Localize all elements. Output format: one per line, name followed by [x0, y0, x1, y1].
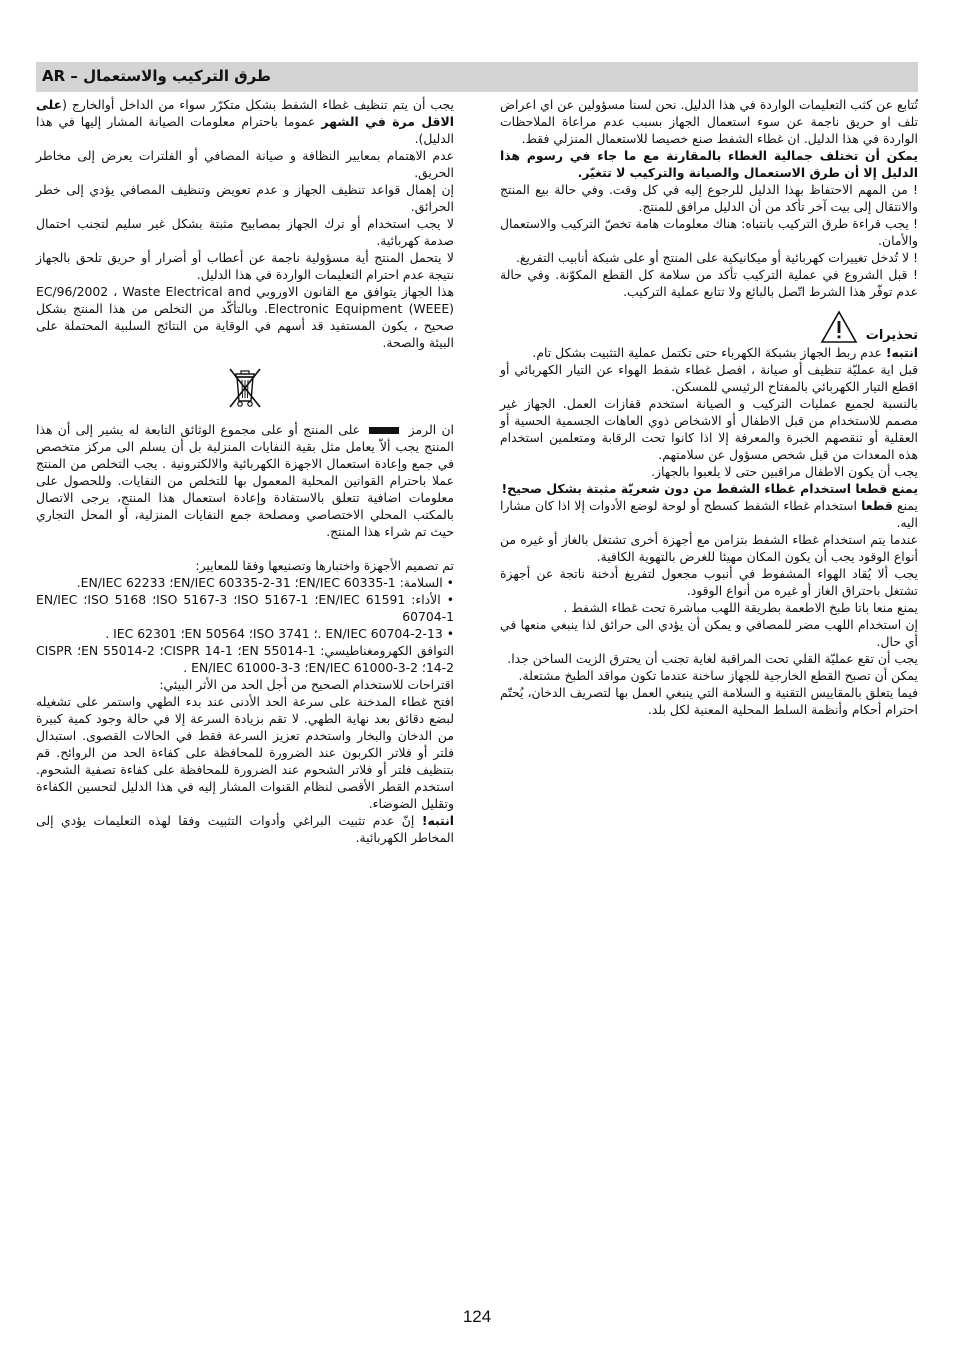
standards-intro: تم تصميم الأجهزة واختبارها وتصنيعها وفقا للمعايير:	[195, 558, 454, 573]
eco-tips-body: افتح غطاء المدخنة على سرعة الحد الأدنى عند بدء الطهي واستمر على تشغيله لبضع دقائق بعد نهاية الطهي. لا تقم بزيادة السرعة إلا في حالة وجود كمية كبيرة من الدخان والبخار واستخدم تعزيز السرعة فقط في الحالات القصوى. استبدال فلتر أو فلاتر الكربون عند الضرورة للمحافظة على كفاءة الحد من الروائح. قم بتنظيف فلتر أو فلاتر الشحوم عند الضرورة للمحافظة على كفاءة تصفية الشحوم. استخدم القطر الأقصى لنظام القنوات المشار إليه في هذا الدليل لتحسين الكفاءة وتقليل الضوضاء.	[36, 694, 454, 811]
standards-performance: • الأداء: EN/IEC 61591؛ ISO 5167-1؛ ISO 5167-3؛ ISO 5168؛ EN/IEC 60704-1	[36, 592, 454, 624]
warning-hot-parts: يمكن أن تصبح القطع الخارجية للجهاز ساخنة عندما تكون مواقد الطبخ مشتعلة.	[518, 668, 918, 683]
standards-safety: • السلامة: EN/IEC 60335-1؛ EN/IEC 60335-2-31؛ EN/IEC 62233.	[76, 575, 454, 590]
weee-symbol-note: ان الرمز على المنتج أو على مجموع الوثائق التابعة له يشير إلى أن هذا المنتج يجب ألاّ يعامل مثل بقية النفايات المنزلية بل أن يسلم الى مركز متخصص في جمع وإعادة استعمال الاجهزة الكهربائية والالكترونية . يجب التخلص من المنتج عملا باحترام القوانين المحلية المعمول بها للتخلص من النفايات. وللحصول على معلومات اضافية تتعلق بالاستفادة وإعادة استعمال هذا المنتج، يرجى الاتصال بالمكتب المحلي الاختصاصي ومصلحة جمع النفايات المنزلية، أو المحل التجاري حيث تم شراء هذا المنتج.	[36, 422, 454, 539]
warning-children: يجب أن يكون الاطفال مراقبين حتى لا يلعبوا بالجهاز.	[651, 464, 918, 479]
note-no-modifications: ! لا تُدخل تغييرات كهربائية أو ميكانيكية على المنتج أو على شبكة أنابيب التفريغ.	[515, 250, 918, 265]
weee-note: هذا الجهاز يتوافق مع القانون الاوروبي EC/96/2002 ، Waste Electrical and Electronic Equipment (WEEE). وبالتأكّد من التخلص من هذا المنتج بشكل صحيح ، يكون المستفيد قد أسهم في الوقاية من النتائج السلبية المحتملة على البيئة والصحة.	[36, 284, 455, 350]
cleaning-frequency: يجب أن يتم تنظيف غطاء الشفط بشكل متكرّر سواء من الداخل أوالخارج (على الاقل مرة في الشهر عموما باحترام معلومات الصيانة المشار إليها في هذا الدليل).	[36, 97, 454, 146]
appearance-note: يمكن أن تختلف جمالية الغطاء بالمقارنة مع ما جاء في رسوم هذا الدليل إلا أن طرق الاستعمال والصيانة والتركيب لا تتغيّر.	[500, 148, 918, 180]
page-header-title: طرق التركيب والاستعمال – AR	[42, 67, 272, 85]
warning-connect: انتبه! عدم ربط الجهاز بشبكة الكهرباء حتى تكتمل عملية التثبيت بشكل تام.	[532, 345, 918, 360]
page-header-bar	[36, 62, 918, 92]
warning-surface: يمنع قطعا استخدام غطاء الشفط كسطح أو لوحة لوضع الأدوات إلا اذا كان مشارا اليه.	[500, 498, 918, 530]
warning-frying: يجب أن تقع عمليّة القلي تحت المراقبة لغاية تجنب أن يحترق الزيت الساخن جدا.	[507, 651, 918, 666]
note-keep-manual: ! من المهم الاحتفاظ بهذا الدليل للرجوع إليه في كل وقت. وفي حالة بيع المنتج والانتقال إلى بيت آخر تأكد من أن الدليل مرافق للمنتج.	[500, 182, 918, 214]
liability-note: لا يتحمل المنتج أية مسؤولية ناجمة عن أعطاب أو أضرار أو حريق تلحق بالجهاز نتيجة عدم احترام التعليمات الواردة في هذا الدليل.	[36, 250, 454, 282]
warning-gloves: بالنسبة لجميع عمليات التركيب و الصيانة استخدم قفازات العمل. الجهاز غير مصمم للاستخدام من قبل الاطفال أو الاشخاص ذوي العاهات الجسمية الحسية أو العقلية أو تنقصهم الخبرة والمعرفة إلا اذا كانوا تحت الرقابة ومتعلمين استخدام هذه المعدات من قبل شخص مسؤول عن سلامتهم.	[500, 396, 918, 462]
standards-performance-cont: • EN/IEC 60704-2-13 .؛ ISO 3741؛ EN 50564؛ IEC 62301 .	[105, 626, 454, 641]
warning-disconnect: قبل اية عمليّة تنظيف أو صيانة ، افصل غطاء شفط الهواء عن التيار الكهربائي أو اقطع التيار الكهربائي بالمفتاح الرئيسي للمسكن.	[500, 362, 918, 394]
warnings-title: تحذيرات	[865, 328, 918, 343]
note-check-parts: ! قبل الشروع في عملية التركيب تأكد من سلامة كل القطع المكوّنة. وفي حالة عدم توفّر هذا الشرط اتّصل بالبائع ولا تتابع عملية التركيب.	[500, 267, 918, 299]
warning-ventilation: عندما يتم استخدام غطاء الشفط بتزامن مع أجهزة أخرى تشتغل بالغاز أو غيره من أنواع الوقود يجب أن يكون المكان مهيئا للغرض بالتهوية الكافية.	[500, 532, 918, 564]
right-column	[500, 96, 918, 718]
screws-warning: انتبه! إنّ عدم تثبيت البراغي وأدوات التثبيت وفقا لهذه التعليمات يؤدي إلى المخاطر الكهربائية.	[36, 813, 454, 845]
warning-flambe: يمنع منعا باتا طبخ الاطعمة بطريقة اللهب مباشرة تحت غطاء الشفط .	[563, 600, 918, 615]
fire-risk-note: عدم الاهتمام بمعايير النظافة و صيانة المصافي أو الفلترات يعرض إلى مخاطر الحريق.	[36, 148, 454, 180]
left-column	[36, 96, 454, 846]
warning-flames: إن استخدام اللهب مضر للمصافي و يمكن أن يؤدي الى حرائق لذا ينبغي منعها في أي حال.	[500, 617, 918, 649]
warnings-heading	[500, 308, 918, 344]
eco-tips-title: اقتراحات للاستخدام الصحيح من أجل الحد من الأثر البيئي:	[159, 677, 454, 692]
filter-neglect-note: إن إهمال قواعد تنظيف الجهاز و عدم تعويض وتنظيف المصافي يؤدي إلى خطر الحرائق.	[36, 182, 454, 214]
warning-regulations: فيما يتعلق بالمقاييس التقنية و السلامة التي ينبغي العمل بها لتصريف الدخان، يُحتّم احترام أحكام وأنظمة السلط المحلية المعنية لكل بلد.	[500, 685, 918, 717]
note-read-installation: ! يجب قراءة طرق التركيب بانتباه: هناك معلومات هامة تخصّ التركيب والاستعمال والأمان.	[500, 216, 918, 248]
warning-triangle-icon	[820, 310, 858, 344]
crossed-bin-icon	[225, 365, 265, 411]
lamp-note: لا يجب استخدام أو ترك الجهاز بمصابيح مثبتة بشكل غير سليم لتجنب احتمال صدمة كهربائية.	[36, 216, 454, 248]
standards-emc: التوافق الكهرومغناطيسي: EN 55014-1؛ CISPR 14-1؛ EN 55014-2؛ CISPR 14-2؛ EN/IEC 61000-3-2؛ EN/IEC 61000-3-3 .	[36, 643, 454, 675]
warning-grille: يمنع قطعا استخدام غطاء الشفط من دون شعريّة مثبتة بشكل صحيح!	[501, 481, 918, 496]
warning-flue: يجب ألا يُقاد الهواء المشفوط في أنبوب مجعول لتفريغ أدخنة ناتجة عن أجهزة تشتغل باحتراق الغاز أو غيره من أنواع الوقود.	[500, 566, 918, 598]
page-number: 124	[462, 1307, 492, 1326]
black-bar-icon	[369, 427, 399, 434]
intro-paragraph: تُتابع عن كثب التعليمات الواردة في هذا الدليل. نحن لسنا مسؤولين عن اي اعراض تلف او حريق ناجمة عن سوء استعمال الجهاز بسبب عدم مراعاة الملاحظات الواردة في هذا الدليل. ان غطاء الشفط صنع خصيصا للاستعمال المنزلي فقط.	[500, 97, 918, 146]
